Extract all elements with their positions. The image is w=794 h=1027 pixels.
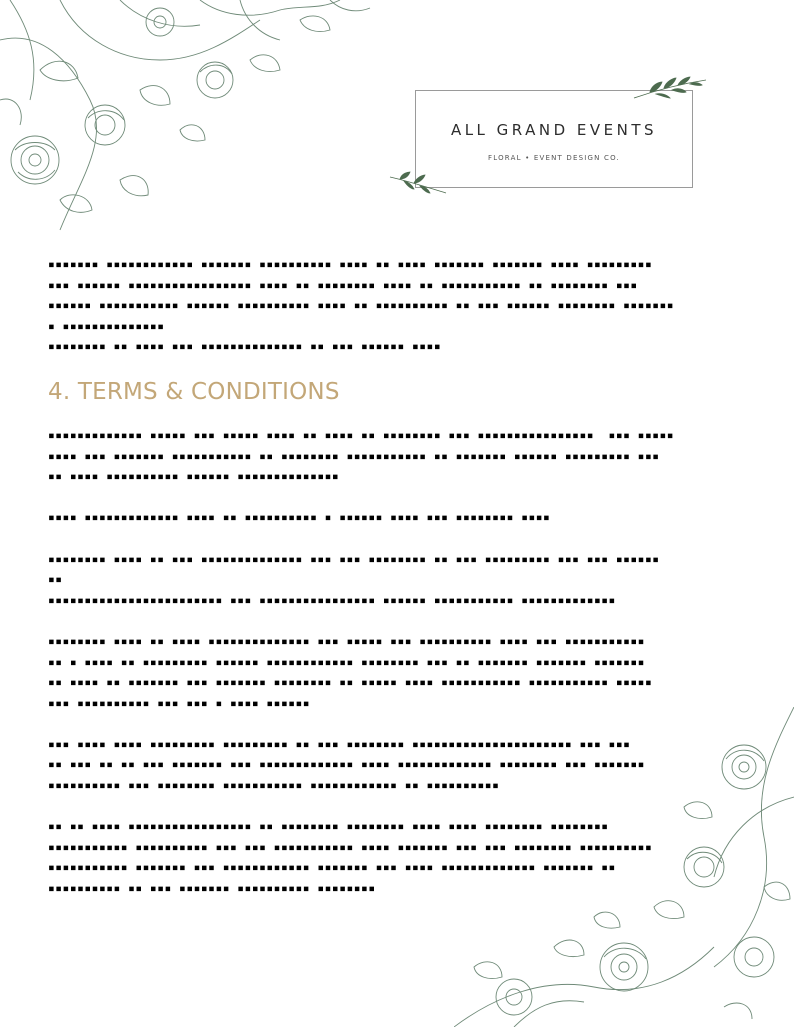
terms-paragraph: ▪▪▪▪ ▪▪▪▪▪▪▪▪▪▪▪▪▪ ▪▪▪▪ ▪▪ ▪▪▪▪▪▪▪▪▪▪ ▪ ▪▪▪▪▪▪ ▪▪▪▪ ▪▪▪ ▪▪▪▪▪▪▪▪ ▪▪▪▪ — [48, 510, 551, 525]
terms-paragraph: ▪▪▪▪▪▪▪▪▪▪▪▪▪ ▪▪▪▪▪ ▪▪▪ ▪▪▪▪▪ ▪▪▪▪ ▪▪ ▪▪▪▪ ▪▪ ▪▪▪▪▪▪▪▪ ▪▪▪ ▪▪▪▪▪▪▪▪▪▪▪▪▪▪▪▪ ▪▪▪ ▪▪▪▪▪ ▪▪▪▪ ▪▪▪ ▪▪▪▪▪▪▪ ▪▪▪▪▪▪▪▪▪▪▪ ▪▪ ▪▪▪▪▪▪▪▪ ▪▪▪▪▪▪▪▪▪▪▪ ▪▪ ▪▪▪▪▪▪▪ ▪▪▪▪▪▪ ▪▪▪▪▪▪▪▪▪ ▪▪▪ ▪▪ ▪▪▪▪ ▪▪▪▪▪▪▪▪▪▪ ▪▪▪▪▪▪ ▪▪▪▪▪▪▪▪▪▪▪▪▪▪ — [48, 427, 675, 484]
intro-paragraph: ▪▪▪▪▪▪▪ ▪▪▪▪▪▪▪▪▪▪▪▪ ▪▪▪▪▪▪▪ ▪▪▪▪▪▪▪▪▪▪ ▪▪▪▪ ▪▪ ▪▪▪▪ ▪▪▪▪▪▪▪ ▪▪▪▪▪▪▪ ▪▪▪▪ ▪▪▪▪▪▪▪▪▪ ▪▪▪ ▪▪▪▪▪▪ ▪▪▪▪▪▪▪▪▪▪▪▪▪▪▪▪▪ ▪▪▪▪ ▪▪ ▪▪▪▪▪▪▪▪ ▪▪▪▪ ▪▪ ▪▪▪▪▪▪▪▪▪▪▪ ▪▪ ▪▪▪▪▪▪▪▪ ▪▪▪ ▪▪▪▪▪▪ ▪▪▪▪▪▪▪▪▪▪▪ ▪▪▪▪▪▪ ▪▪▪▪▪▪▪▪▪▪ ▪▪▪▪ ▪▪ ▪▪▪▪▪▪▪▪▪▪ ▪▪ ▪▪▪ ▪▪▪▪▪▪ ▪▪▪▪▪▪▪▪ ▪▪▪▪▪▪▪ ▪ ▪▪▪▪▪▪▪▪▪▪▪▪▪▪ — [48, 257, 675, 333]
document-body — [48, 254, 748, 899]
terms-paragraph: ▪▪▪▪▪▪▪▪ ▪▪▪▪ ▪▪ ▪▪▪▪ ▪▪▪▪▪▪▪▪▪▪▪▪▪▪ ▪▪▪ ▪▪▪▪▪ ▪▪▪ ▪▪▪▪▪▪▪▪▪▪ ▪▪▪▪ ▪▪▪ ▪▪▪▪▪▪▪▪▪▪▪ ▪▪ ▪ ▪▪▪▪ ▪▪ ▪▪▪▪▪▪▪▪▪ ▪▪▪▪▪▪ ▪▪▪▪▪▪▪▪▪▪▪▪ ▪▪▪▪▪▪▪▪ ▪▪▪ ▪▪ ▪▪▪▪▪▪▪ ▪▪▪▪▪▪▪ ▪▪▪▪▪▪▪ ▪▪ ▪▪▪▪ ▪▪ ▪▪▪▪▪▪▪ ▪▪▪ ▪▪▪▪▪▪▪ ▪▪▪▪▪▪▪▪ ▪▪ ▪▪▪▪▪ ▪▪▪▪ ▪▪▪▪▪▪▪▪▪▪▪ ▪▪▪▪▪▪▪▪▪▪▪ ▪▪▪▪▪ ▪▪▪ ▪▪▪▪▪▪▪▪▪▪ ▪▪▪ ▪▪▪ ▪ ▪▪▪▪ ▪▪▪▪▪▪ — [48, 633, 653, 710]
floral-corner-top-left — [0, 0, 380, 250]
terms-paragraph: ▪▪ ▪▪ ▪▪▪▪ ▪▪▪▪▪▪▪▪▪▪▪▪▪▪▪▪▪ ▪▪ ▪▪▪▪▪▪▪▪ ▪▪▪▪▪▪▪▪ ▪▪▪▪ ▪▪▪▪ ▪▪▪▪▪▪▪▪ ▪▪▪▪▪▪▪▪ ▪▪▪▪▪▪▪▪▪▪▪ ▪▪▪▪▪▪▪▪▪▪ ▪▪▪ ▪▪▪ ▪▪▪▪▪▪▪▪▪▪▪ ▪▪▪▪ ▪▪▪▪▪▪▪ ▪▪▪ ▪▪▪ ▪▪▪▪▪▪▪▪ ▪▪▪▪▪▪▪▪▪▪ ▪▪▪▪▪▪▪▪▪▪▪ ▪▪▪▪▪▪▪ ▪▪▪ ▪▪▪▪▪▪▪▪▪▪▪▪ ▪▪▪▪▪▪▪ ▪▪▪ ▪▪▪▪ ▪▪▪▪▪▪▪▪▪▪▪▪▪ ▪▪▪▪▪▪▪ ▪▪ ▪▪▪▪▪▪▪▪▪▪ ▪▪ ▪▪▪ ▪▪▪▪▪▪▪ ▪▪▪▪▪▪▪▪▪▪ ▪▪▪▪▪▪▪▪ — [48, 819, 653, 896]
terms-paragraph: ▪▪▪ ▪▪▪▪ ▪▪▪▪ ▪▪▪▪▪▪▪▪▪ ▪▪▪▪▪▪▪▪▪ ▪▪ ▪▪▪ ▪▪▪▪▪▪▪▪ ▪▪▪▪▪▪▪▪▪▪▪▪▪▪▪▪▪▪▪▪▪▪ ▪▪▪ ▪▪▪ ▪▪ ▪▪▪ ▪▪ ▪▪ ▪▪▪ ▪▪▪▪▪▪▪ ▪▪▪ ▪▪▪▪▪▪▪▪▪▪▪▪▪ ▪▪▪▪ ▪▪▪▪▪▪▪▪▪▪▪▪▪ ▪▪▪▪▪▪▪▪ ▪▪▪ ▪▪▪▪▪▪▪ ▪▪▪▪▪▪▪▪▪▪ ▪▪▪ ▪▪▪▪▪▪▪▪ ▪▪▪▪▪▪▪▪▪▪▪ ▪▪▪▪▪▪▪▪▪▪▪▪ ▪▪ ▪▪▪▪▪▪▪▪▪▪ — [48, 736, 645, 793]
terms-paragraph: ▪▪▪▪▪▪▪▪ ▪▪▪▪ ▪▪ ▪▪▪ ▪▪▪▪▪▪▪▪▪▪▪▪▪▪ ▪▪▪ ▪▪▪ ▪▪▪▪▪▪▪▪ ▪▪ ▪▪▪ ▪▪▪▪▪▪▪▪▪ ▪▪▪ ▪▪▪ ▪▪▪▪▪▪ ▪▪ ▪▪▪▪▪▪▪▪▪▪▪▪▪▪▪▪▪▪▪▪▪▪▪▪ ▪▪▪ ▪▪▪▪▪▪▪▪▪▪▪▪▪▪▪▪ ▪▪▪▪▪▪ ▪▪▪▪▪▪▪▪▪▪▪ ▪▪▪▪▪▪▪▪▪▪▪▪▪ — [48, 551, 660, 607]
leaf-sprig-icon — [388, 171, 448, 197]
intro-paragraph: ▪▪▪▪▪▪▪▪ ▪▪ ▪▪▪▪ ▪▪▪ ▪▪▪▪▪▪▪▪▪▪▪▪▪▪ ▪▪ ▪▪▪ ▪▪▪▪▪▪ ▪▪▪▪ — [48, 339, 442, 354]
leaf-sprig-icon — [632, 76, 708, 102]
logo-subtitle: FLORAL • EVENT DESIGN CO. — [488, 154, 620, 162]
section-heading: 4. TERMS & CONDITIONS — [48, 378, 340, 405]
logo-title: ALL GRAND EVENTS — [450, 121, 658, 139]
logo-box — [415, 90, 693, 188]
